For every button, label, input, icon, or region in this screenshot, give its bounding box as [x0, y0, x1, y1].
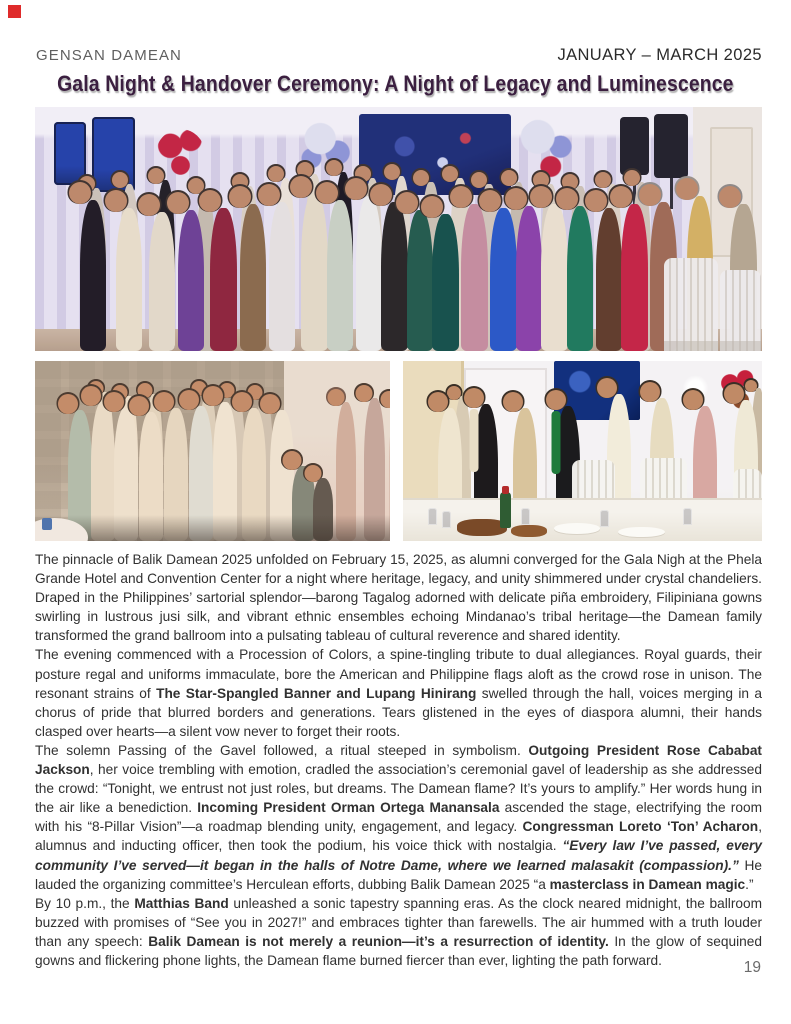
masthead [36, 46, 762, 65]
group-of-men [35, 361, 390, 541]
wine-glass [600, 510, 609, 527]
photo-banquet-table-group [403, 361, 762, 541]
brand-mark-red-square [8, 5, 21, 18]
masthead-issue: JANUARY – MARCH 2025 [557, 46, 762, 64]
article-body [35, 550, 762, 970]
wine-glass [521, 508, 530, 525]
blue-cup [42, 518, 52, 530]
plate [554, 523, 601, 534]
white-chiavari-chair [664, 258, 719, 351]
article-paragraph: By 10 p.m., the Matthias Band unleashed a sonic tapestry spanning eras. As the clock neared midnight, the ballroom buzzed with promises of “See you in 2027!” and embraces tighter than farewells. The air hummed with a truth louder than any speech: Balik Damean is not merely a reunion—it’s a resurrection of identity. In the glow of sequined gowns and flickering phone lights, the Damean flame burned fiercer than ever, lighting the path forward. [35, 895, 763, 968]
article-title-row [0, 71, 791, 97]
white-chiavari-chair [720, 270, 761, 351]
article-paragraph: The pinnacle of Balik Damean 2025 unfolded on February 15, 2025, as alumni converged for the Gala Nigh at the Phela Grande Hotel and Convention Center for a night where heritage, legacy, and unity shimmered under crystal chandeliers. Draped in the Philippines’ sartorial splendor—barong Tagalog adorned with delicate piña embroidery, Filipiniana gowns swirling in lustrous jusi silk, and vibrant ethnic ensembles echoing Mindanao’s tribal heritage—the Damean family transformed the grand ballroom into a pulsating tableau of cultural reverence and shared identity. [35, 552, 762, 644]
page-number: 19 [743, 959, 761, 976]
wine-glass [442, 511, 451, 528]
photo-men-in-barongs [35, 361, 390, 541]
wine-glass [428, 508, 437, 525]
article-paragraph: The solemn Passing of the Gavel followed, a ritual steeped in symbolism. Outgoing President Rose Cababat Jackson, her voice trembling with emotion, cradled the association’s ceremonial gavel of leadership as she addressed the crowd: “Tonight, we entrust not just roles, but dreams. The Damean flame? It’s yours to amplify.” Her words hung in the air like a benediction. Incoming President Orman Ortega Manansala ascended the stage, electrifying the room with his “8-Pillar Vision”—a roadmap blending unity, engagement, and legacy. Congressman Loreto ‘Ton’ Acharon, alumnus and inducting officer, then took the podium, his voice thick with nostalgia. “Every law I’ve passed, every community I’ve served—it began in the halls of Notre Dame, where we learned malasakit (compassion).” He lauded the organizing committee’s Herculean efforts, dubbing Balik Damean 2025 “a masterclass in Damean magic.” [35, 742, 762, 892]
crowd-of-alumni [35, 107, 762, 351]
food-platter [511, 525, 547, 538]
article-title: Gala Night & Handover Ceremony: A Night of Legacy and Luminescence [57, 71, 734, 96]
wine-glass [683, 508, 692, 525]
dark-trousers-shadow [35, 515, 390, 541]
green-bottle [500, 492, 511, 528]
masthead-brand: GENSAN DAMEAN [36, 47, 182, 64]
article-paragraph: The evening commenced with a Procession of Colors, a spine-tingling tribute to dual allegiances. Royal guards, their posture regal and uniforms immaculate, bore the American and Philippine flags aloft as the crowd rose in unison. The resonant strains of The Star-Spangled Banner and Lupang Hinirang swelled through the hall, voices merging in a chorus of pride that blurred borders and generations. Tears glistened in the eyes of diaspora alumni, their hands clasped over hearts—a silent vow never to forget their roots. [35, 647, 762, 739]
banquet-table [403, 500, 762, 541]
photo-main-gala-crowd [35, 107, 762, 351]
